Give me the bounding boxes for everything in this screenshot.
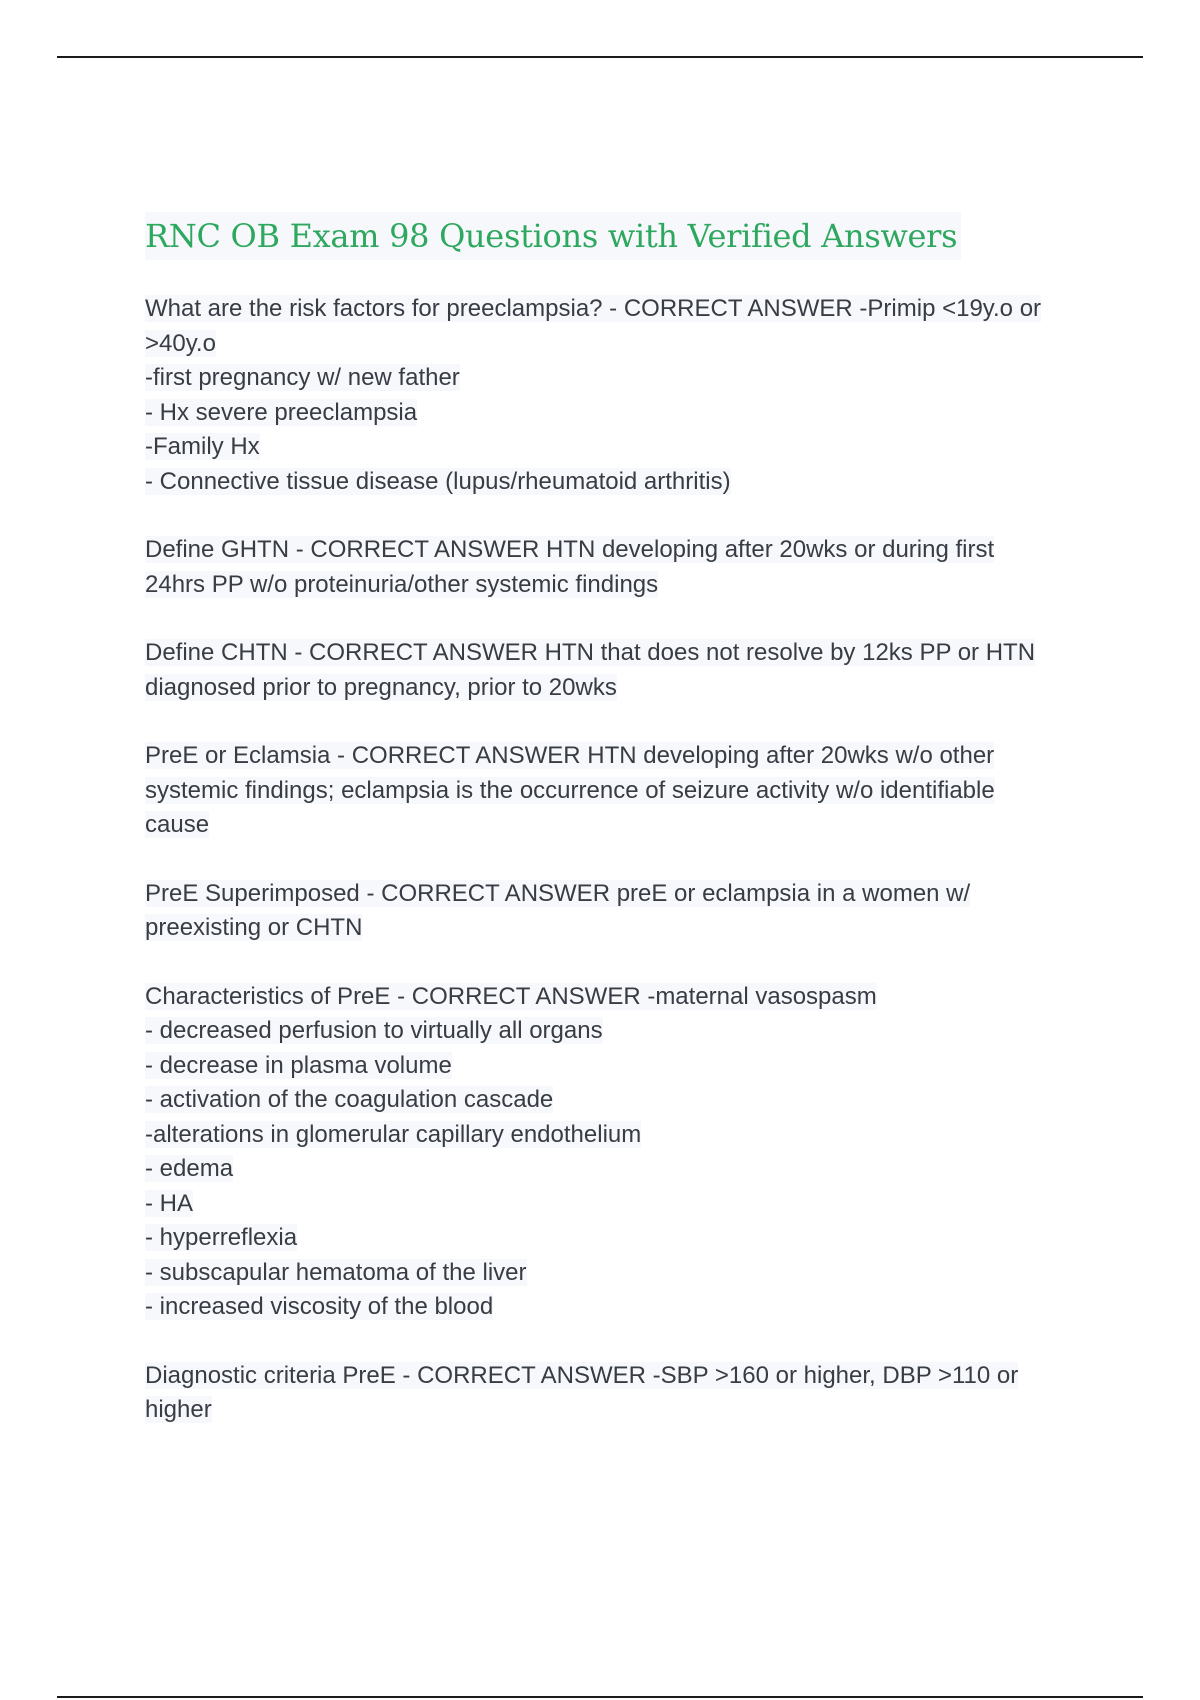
qa-question-line	[145, 533, 1095, 568]
qa-entry	[145, 877, 1095, 946]
qa-question-line	[145, 292, 1095, 327]
qa-answer-line	[145, 1083, 1095, 1118]
qa-line-text: -alterations in glomerular capillary endothelium	[145, 1120, 642, 1148]
qa-line-text: - HA	[145, 1189, 193, 1217]
qa-entry	[145, 292, 1095, 499]
qa-entry	[145, 980, 1095, 1325]
qa-answer-line	[145, 1118, 1095, 1153]
qa-line-text: preexisting or CHTN	[145, 914, 363, 941]
qa-answer-line	[145, 1256, 1095, 1291]
qa-line-text: -first pregnancy w/ new father	[145, 364, 460, 391]
qa-question-line	[145, 739, 1095, 774]
qa-answer-line	[145, 1152, 1095, 1187]
qa-answer-line	[145, 1187, 1095, 1222]
qa-answer-line	[145, 1290, 1095, 1325]
qa-line-text: higher	[145, 1396, 212, 1423]
qa-line-text: Diagnostic criteria PreE - CORRECT ANSWER -SBP >160 or higher, DBP >110 or	[145, 1361, 1019, 1389]
qa-entry	[145, 636, 1095, 705]
qa-line-text: -Family Hx	[145, 433, 260, 460]
qa-line-text: systemic findings; eclampsia is the occurrence of seizure activity w/o identifiable	[145, 776, 995, 804]
qa-answer-line	[145, 1049, 1095, 1084]
qa-line-text: Define GHTN - CORRECT ANSWER HTN developing after 20wks or during first	[145, 536, 995, 563]
qa-line-text: - decrease in plasma volume	[145, 1051, 452, 1079]
qa-answer-line	[145, 396, 1095, 431]
qa-line-text: - subscapular hematoma of the liver	[145, 1258, 527, 1286]
qa-question-line	[145, 1359, 1095, 1394]
footer-rule	[57, 1696, 1143, 1698]
qa-answer-line	[145, 430, 1095, 465]
qa-line-text: >40y.o	[145, 329, 216, 357]
qa-question-line	[145, 636, 1095, 671]
qa-answer-line	[145, 911, 1095, 946]
qa-line-text: cause	[145, 811, 210, 838]
qa-answer-line	[145, 1014, 1095, 1049]
qa-entry	[145, 533, 1095, 602]
qa-line-text: - edema	[145, 1155, 234, 1182]
qa-line-text: - hyperreflexia	[145, 1224, 298, 1251]
qa-line-text: - decreased perfusion to virtually all organs	[145, 1017, 603, 1044]
qa-line-text: Define CHTN - CORRECT ANSWER HTN that does not resolve by 12ks PP or HTN	[145, 639, 1036, 666]
document-body	[145, 212, 1095, 1462]
qa-answer-line	[145, 808, 1095, 843]
qa-line-text: 24hrs PP w/o proteinuria/other systemic findings	[145, 570, 659, 598]
qa-line-text: - activation of the coagulation cascade	[145, 1086, 554, 1113]
qa-line-text: - increased viscosity of the blood	[145, 1293, 494, 1320]
qa-answer-line	[145, 465, 1095, 500]
qa-line-text: PreE or Eclamsia - CORRECT ANSWER HTN developing after 20wks w/o other	[145, 742, 995, 769]
qa-question-line	[145, 980, 1095, 1015]
qa-answer-line	[145, 568, 1095, 603]
qa-entry	[145, 739, 1095, 843]
qa-question-line	[145, 877, 1095, 912]
qa-answer-line	[145, 671, 1095, 706]
qa-answer-line	[145, 361, 1095, 396]
header-rule	[57, 56, 1143, 58]
qa-answer-line	[145, 1393, 1095, 1428]
qa-answer-line	[145, 1221, 1095, 1256]
qa-line-text: diagnosed prior to pregnancy, prior to 20wks	[145, 673, 617, 701]
qa-answer-line	[145, 774, 1095, 809]
qa-line-text: - Hx severe preeclampsia	[145, 398, 418, 426]
qa-line-text: Characteristics of PreE - CORRECT ANSWER -maternal vasospasm	[145, 982, 877, 1010]
qa-line-text: - Connective tissue disease (lupus/rheumatoid arthritis)	[145, 467, 731, 495]
qa-line-text: PreE Superimposed - CORRECT ANSWER preE or eclampsia in a women w/	[145, 879, 971, 907]
qa-list	[145, 292, 1095, 1428]
qa-line-text: What are the risk factors for preeclampsia? - CORRECT ANSWER -Primip <19y.o or	[145, 295, 1042, 322]
document-title: RNC OB Exam 98 Questions with Verified Answers	[145, 212, 961, 260]
qa-answer-line	[145, 327, 1095, 362]
qa-entry	[145, 1359, 1095, 1428]
